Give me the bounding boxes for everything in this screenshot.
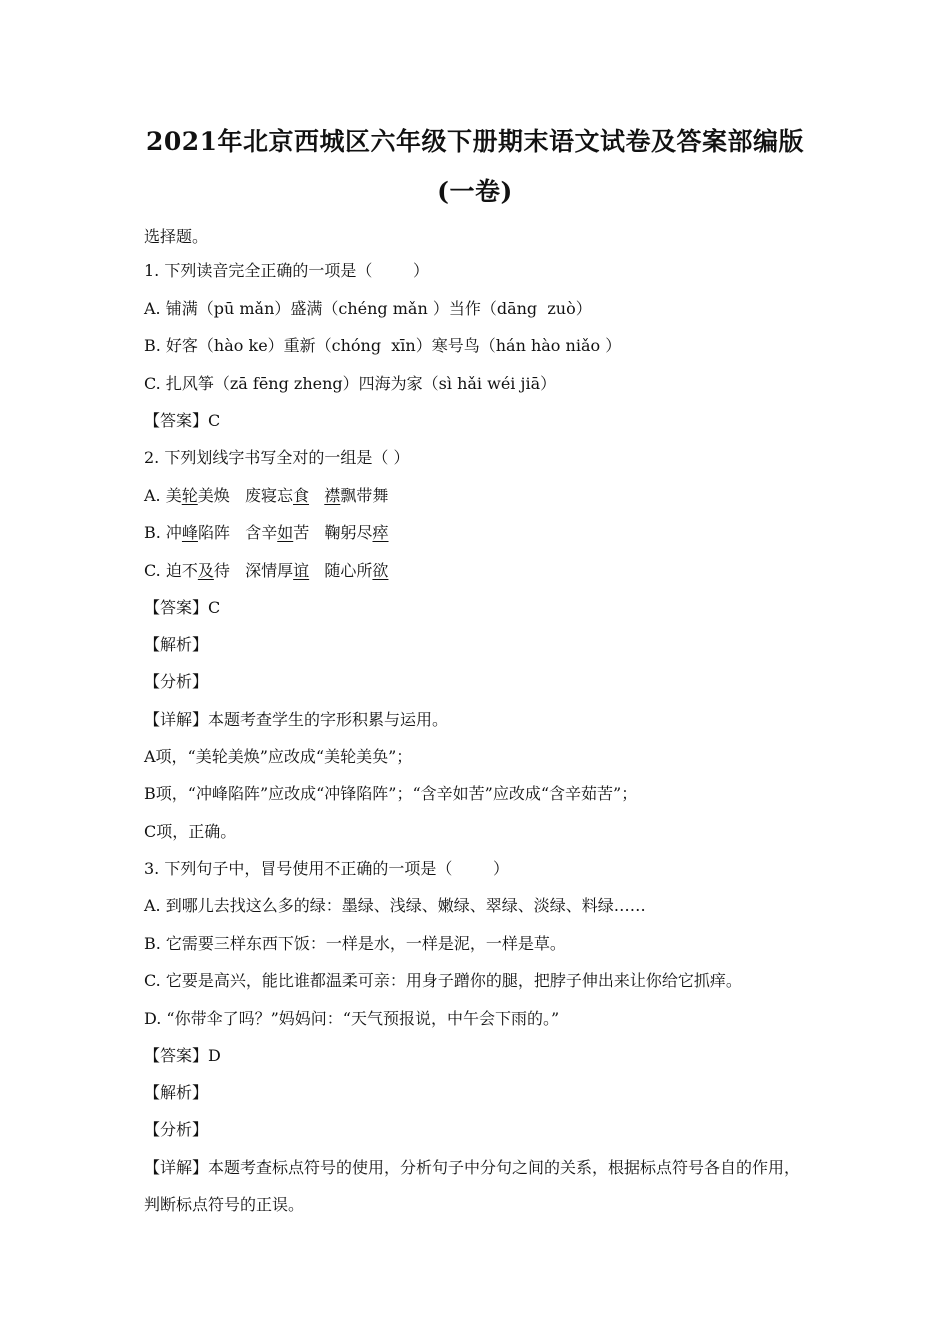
q2-option-c	[144, 560, 388, 582]
text: A. 美	[144, 486, 182, 505]
text: B. 冲	[144, 523, 182, 542]
underlined-char: 瘁	[372, 523, 389, 542]
underlined-char: 峰	[181, 523, 198, 542]
text: C. 迫不	[144, 561, 198, 580]
document-title-line1: 2021年北京西城区六年级下册期末语文试卷及答案部编版	[145, 127, 805, 156]
section-heading: 选择题。	[144, 227, 209, 246]
underlined-char: 如	[277, 523, 294, 542]
q2-stem: 2. 下列划线字书写全对的一组是（ ）	[144, 448, 410, 467]
document-title-line2: (一卷)	[437, 177, 513, 206]
q2-explain-c: C项，正确。	[144, 822, 237, 841]
q1-option-b: B. 好客（hào ke）重新（chóng xīn）寒号鸟（hán hào niǎo ）	[144, 336, 622, 355]
underlined-char: 轮	[181, 486, 198, 505]
text: 苦 鞠躬尽	[293, 523, 373, 542]
text: 飘带舞	[340, 486, 389, 505]
underlined-char: 襟	[324, 486, 341, 505]
q3-detail-line1: 【详解】本题考查标点符号的使用，分析句子中分句之间的关系，根据标点符号各自的作用，	[144, 1158, 801, 1177]
q2-detail: 【详解】本题考查学生的字形积累与运用。	[144, 710, 449, 729]
q1-stem: 1. 下列读音完全正确的一项是（ ）	[144, 261, 430, 280]
text: 陷阵 含辛	[197, 523, 278, 542]
q1-option-c: C. 扎风筝（zā fēng zheng）四海为家（sì hǎi wéi jiā）	[144, 374, 557, 393]
q3-analysis: 【解析】	[144, 1083, 209, 1102]
underlined-char: 欲	[372, 561, 389, 580]
q3-fenxi: 【分析】	[144, 1120, 209, 1139]
q3-option-b: B. 它需要三样东西下饭：一样是水，一样是泥，一样是草。	[144, 934, 566, 953]
q2-option-b	[144, 522, 389, 544]
underlined-char: 谊	[293, 561, 310, 580]
q3-option-c: C. 它要是高兴，能比谁都温柔可亲：用身子蹭你的腿，把脖子伸出来让你给它抓痒。	[144, 971, 742, 990]
text: 美焕 废寝忘	[197, 486, 294, 505]
q3-answer: 【答案】D	[144, 1046, 221, 1065]
q2-answer: 【答案】C	[144, 598, 221, 617]
text: 随心所	[309, 561, 373, 580]
q2-option-a	[144, 485, 388, 507]
q2-explain-b: B项，“冲峰陷阵”应改成“冲锋陷阵”；“含辛如苦”应改成“含辛茹苦”；	[144, 784, 638, 803]
q1-answer: 【答案】C	[144, 411, 221, 430]
underlined-char: 食	[293, 486, 310, 505]
text: 待 深情厚	[213, 561, 294, 580]
text	[309, 486, 324, 505]
q2-fenxi: 【分析】	[144, 672, 209, 691]
q3-option-d: D. “你带伞了吗？”妈妈问：“天气预报说，中午会下雨的。”	[144, 1009, 560, 1028]
q3-stem: 3. 下列句子中，冒号使用不正确的一项是（ ）	[144, 859, 510, 878]
q3-option-a: A. 到哪儿去找这么多的绿：墨绿、浅绿、嫩绿、翠绿、淡绿、料绿……	[144, 896, 646, 915]
q2-explain-a: A项，“美轮美焕”应改成“美轮美奂”；	[144, 747, 413, 766]
underlined-char: 及	[197, 561, 214, 580]
q2-analysis: 【解析】	[144, 635, 209, 654]
q3-detail-line2: 判断标点符号的正误。	[144, 1195, 305, 1214]
q1-option-a: A. 铺满（pū mǎn）盛满（chéng mǎn ）当作（dāng zuò）	[144, 299, 592, 318]
